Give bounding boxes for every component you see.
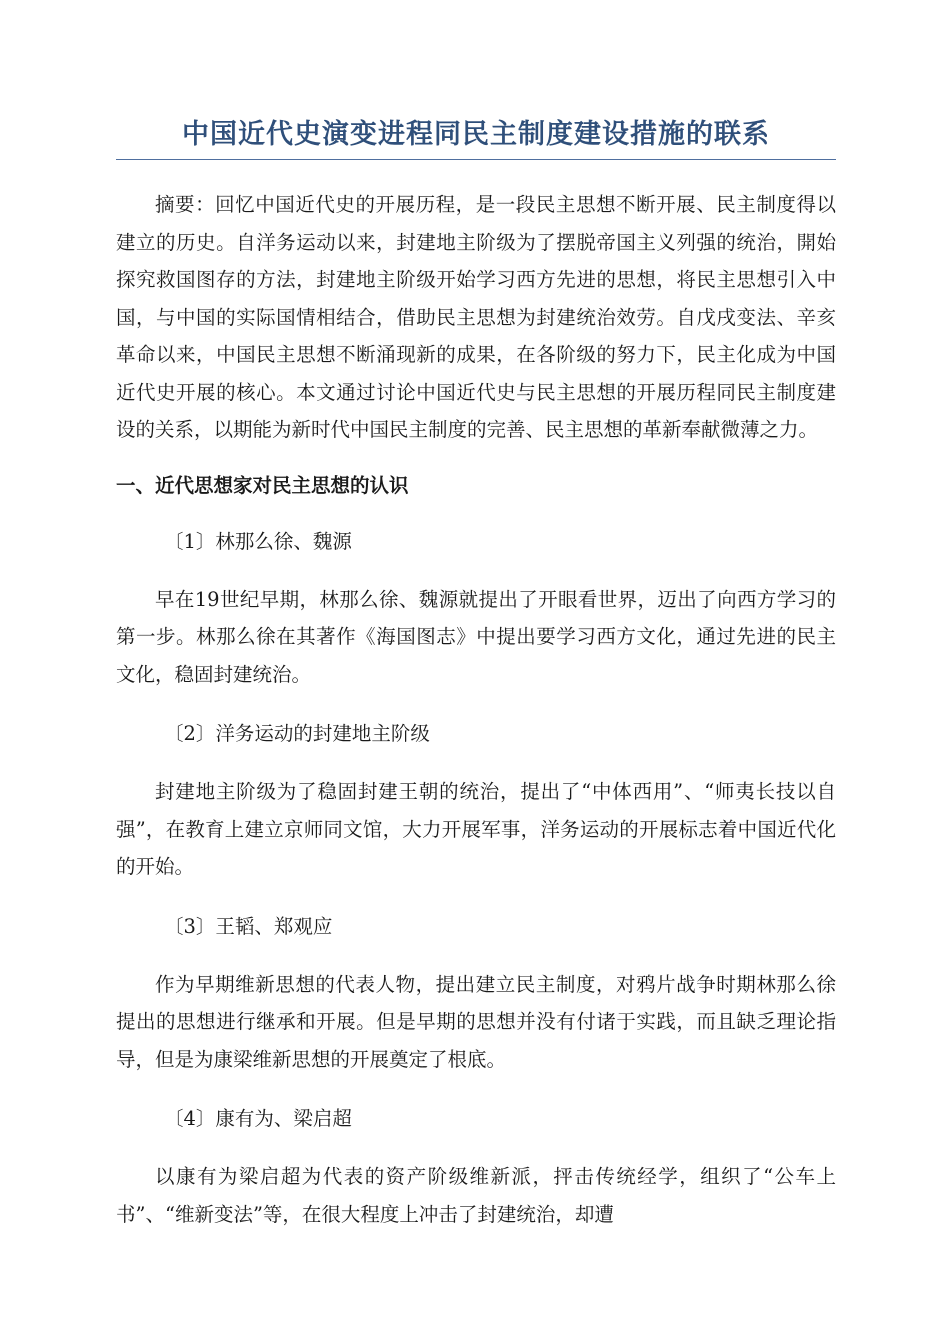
section-heading-1: 一、近代思想家对民主思想的认识 [116, 473, 409, 497]
document-title: 中国近代史演变进程同民主制度建设措施的联系 [116, 112, 836, 160]
abstract-paragraph: 摘要：回忆中国近代史的开展历程，是一段民主思想不断开展、民主制度得以建立的历史。自洋务运动以来，封建地主阶级为了摆脱帝国主义列强的统治，開始探究救国图存的方法，封建地主阶级开始学习西方先进的思想，将民主思想引入中国，与中国的实际国情相结合，借助民主思想为封建统治效劳。自戊戌变法、辛亥革命以来，中国民主思想不断涌现新的成果，在各阶级的努力下，民主化成为中国近代史开展的核心。本文通过讨论中国近代史与民主思想的开展历程同民主制度建设的关系，以期能为新时代中国民主制度的完善、民主思想的革新奉献微薄之力。 [116, 193, 836, 441]
subsection-body: 封建地主阶级为了稳固封建王朝的统治，提出了“中体西用”、“师夷长技以自强”，在教育上建立京师同文馆，大力开展军事，洋务运动的开展标志着中国近代化的开始。 [116, 780, 836, 878]
subsection-body: 早在19世纪早期，林那么徐、魏源就提出了开眼看世界，迈出了向西方学习的第一步。林那么徐在其著作《海国图志》中提出要学习西方文化，通过先进的民主文化，稳固封建统治。 [116, 587, 836, 686]
subsection-2 [116, 719, 836, 886]
subsection-body: 作为早期维新思想的代表人物，提出建立民主制度，对鸦片战争时期林那么徐提出的思想进行继承和开展。但是早期的思想并没有付诸于实践，而且缺乏理论指导，但是为康梁维新思想的开展奠定了根底。 [116, 972, 836, 1071]
subsection-heading: 〔3〕王韬、郑观应 [164, 914, 333, 938]
subsection-heading: 〔4〕康有为、梁启超 [164, 1107, 352, 1130]
document-page [116, 100, 836, 1233]
subsection-1 [116, 527, 836, 694]
subsection-3 [116, 912, 836, 1079]
subsection-heading: 〔1〕林那么徐、魏源 [164, 529, 352, 553]
subsection-body: 以康有为梁启超为代表的资产阶级维新派，抨击传统经学，组织了“公车上书”、“维新变法”等，在很大程度上冲击了封建统治，却遭 [116, 1165, 836, 1226]
subsection-4 [116, 1104, 836, 1233]
subsection-heading: 〔2〕洋务运动的封建地主阶级 [164, 722, 430, 745]
